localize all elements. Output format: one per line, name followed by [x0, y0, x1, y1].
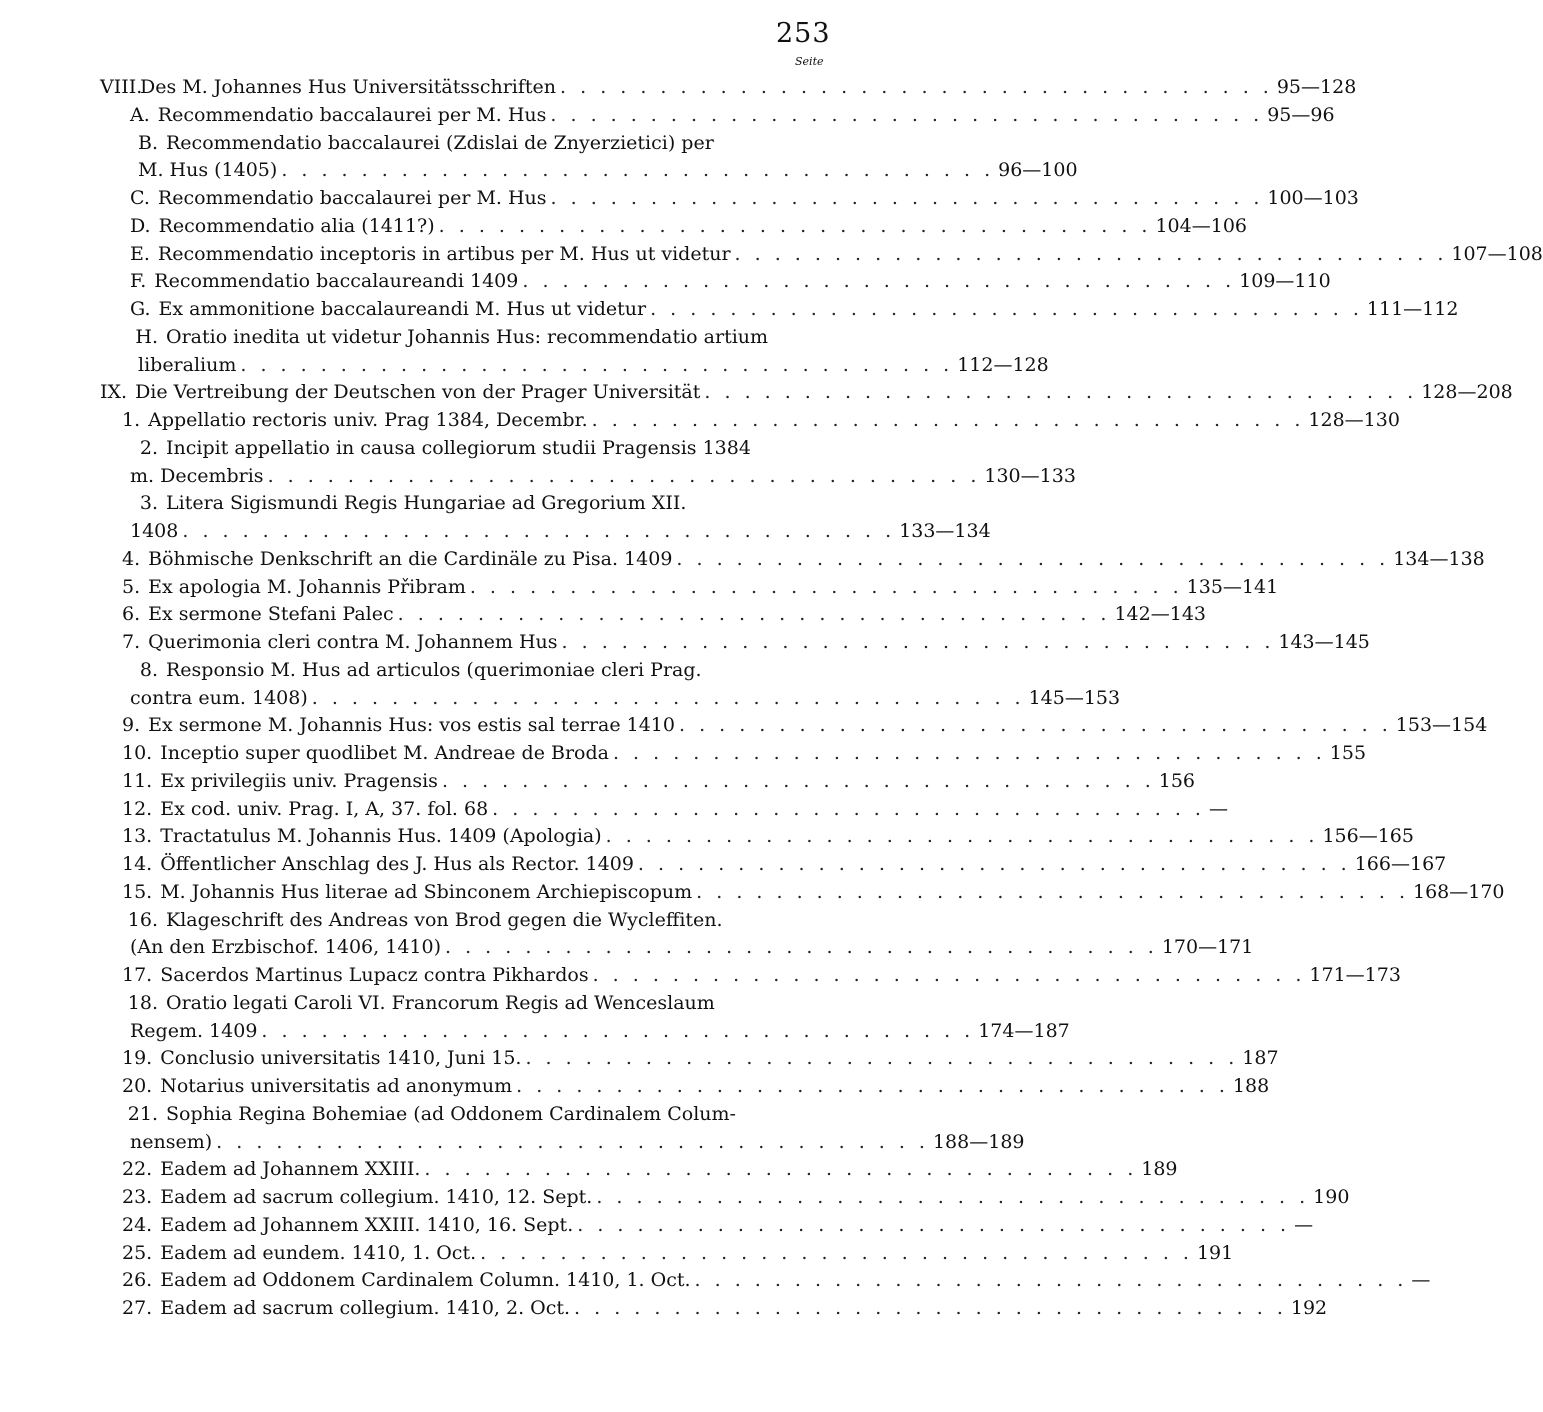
toc-entry-pages: 190: [1313, 1186, 1350, 1208]
toc-entry-pages: 155: [1329, 742, 1367, 764]
toc-entry: [122, 1101, 825, 1128]
toc-entry: [122, 851, 1447, 878]
toc-entry-title: Böhmische Denkschrift an die Cardinäle zu Pisa. 1409: [148, 547, 673, 570]
dot-leader: . . . . . . . . . . . . . . . . . . . . . . . . . . . . . . . . . . . .: [525, 1047, 1239, 1070]
toc-entry-pages: 107—108: [1451, 242, 1543, 265]
toc-entry-number: H.: [135, 325, 158, 348]
toc-entry-title: Eadem ad Oddonem Cardinalem Column. 1410, 1. Oct.: [160, 1269, 691, 1292]
toc-entry-pages: 156—165: [1322, 825, 1414, 848]
toc-entry: [100, 74, 1357, 101]
toc-entry: [122, 962, 1401, 989]
toc-entry-pages: 156: [1158, 769, 1196, 792]
toc-entry-title: Eadem ad Johannem XXIII. 1410, 16. Sept.: [160, 1213, 574, 1236]
dot-leader: . . . . . . . . . . . . . . . . . . . . . . . . . . . . . . . . . . . .: [522, 270, 1236, 293]
toc-entry-number: 1.: [122, 409, 141, 431]
toc-entry-title: Regem. 1409: [130, 1019, 258, 1042]
toc-entry: [122, 657, 825, 684]
dot-leader: . . . . . . . . . . . . . . . . . . . . . . . . . . . . . . . . . . . .: [574, 1297, 1287, 1319]
dot-leader: . . . . . . . . . . . . . . . . . . . . . . . . . . . . . . . . . . . .: [550, 187, 1264, 209]
toc-entry-number: VIII.: [100, 76, 143, 98]
toc-entry: [122, 574, 1279, 601]
dot-leader: . . . . . . . . . . . . . . . . . . . . . . . . . . . . . . . . . . . .: [182, 520, 896, 542]
dot-leader: . . . . . . . . . . . . . . . . . . . . . . . . . . . . . . . . . . . .: [311, 686, 1025, 709]
dot-leader: . . . . . . . . . . . . . . . . . . . . . . . . . . . . . . . . . . . .: [612, 742, 1326, 764]
toc-entry-number: 13.: [122, 825, 153, 848]
toc-entry-pages: 145—153: [1028, 686, 1121, 709]
toc-entry: [122, 879, 1505, 906]
toc-entry-number: 20.: [122, 1075, 153, 1097]
toc-entry-pages: 130—133: [984, 464, 1076, 487]
toc-entry: [130, 185, 1359, 212]
toc-entry: [130, 213, 1247, 240]
dot-leader: . . . . . . . . . . . . . . . . . . . . . . . . . . . . . . . . . . . .: [734, 242, 1448, 265]
toc-entry: [122, 907, 825, 934]
toc-entry: [122, 740, 1367, 767]
seite-label: Seite: [795, 55, 824, 68]
toc-entry-title: Klageschrift des Andreas von Brod gegen die Wycleffiten.: [166, 908, 723, 931]
toc-entry-title: Inceptio super quodlibet M. Andreae de Broda: [160, 742, 609, 764]
toc-entry-title: (An den Erzbischof. 1406, 1410): [130, 936, 441, 959]
toc-entry-number: 8.: [139, 658, 158, 681]
toc-entry-number: 9.: [122, 714, 141, 737]
dot-leader: . . . . . . . . . . . . . . . . . . . . . . . . . . . . . . . . . . . .: [480, 1241, 1193, 1264]
toc-entry-pages: 128—130: [1308, 409, 1400, 431]
toc-entry: [122, 685, 1121, 712]
toc-entry: [122, 990, 825, 1017]
toc-entry-pages: —: [1411, 1269, 1431, 1292]
toc-entry: [122, 1267, 1431, 1294]
dot-leader: . . . . . . . . . . . . . . . . . . . . . . . . . . . . . . . . . . . .: [592, 964, 1306, 986]
toc-entry: [122, 1129, 1025, 1156]
toc-entry-title: Recommendatio baccalaurei per M. Hus: [157, 103, 547, 126]
toc-entry-pages: 96—100: [998, 159, 1078, 182]
toc-entry-title: m. Decembris: [130, 464, 264, 487]
toc-entry-number: IX.: [100, 381, 128, 404]
toc-entry-pages: 95—128: [1276, 76, 1357, 98]
toc-entry-number: 11.: [122, 769, 153, 792]
toc-entry-title: Recommendatio alia (1411?): [158, 214, 435, 237]
toc-entry-number: D.: [130, 214, 151, 237]
toc-entry-pages: 171—173: [1309, 964, 1401, 986]
toc-entry-number: 7.: [122, 631, 141, 653]
toc-entry-title: Eadem ad sacrum collegium. 1410, 2. Oct.: [160, 1297, 571, 1319]
dot-leader: . . . . . . . . . . . . . . . . . . . . . . . . . . . . . . . . . . . .: [267, 464, 981, 487]
toc-entry-number: A.: [130, 103, 150, 126]
toc-entry-number: 26.: [122, 1269, 153, 1292]
toc-entry-title: Eadem ad eundem. 1410, 1. Oct.: [160, 1241, 477, 1264]
toc-entry-number: 27.: [122, 1297, 153, 1319]
toc-entry-pages: 191: [1196, 1241, 1234, 1264]
dot-leader: . . . . . . . . . . . . . . . . . . . . . . . . . . . . . . . . . . . .: [596, 1186, 1310, 1208]
toc-entry-title: Des M. Johannes Hus Universitätsschriften: [140, 76, 557, 98]
toc-entry-number: 21.: [127, 1102, 158, 1125]
toc-entry-number: 15.: [122, 880, 153, 903]
dot-leader: . . . . . . . . . . . . . . . . . . . . . . . . . . . . . . . . . . . .: [605, 825, 1319, 848]
dot-leader: . . . . . . . . . . . . . . . . . . . . . . . . . . . . . . . . . . . .: [424, 1158, 1138, 1181]
toc-entry-pages: 128—208: [1421, 381, 1513, 404]
toc-entry: [130, 268, 1331, 295]
toc-entry-pages: 170—171: [1161, 936, 1254, 959]
toc-entry-title: Ex sermone Stefani Palec: [148, 603, 394, 626]
toc-entry-number: 25.: [122, 1241, 153, 1264]
toc-entry-title: Recommendatio inceptoris in artibus per M. Hus ut videtur: [157, 242, 731, 265]
dot-leader: . . . . . . . . . . . . . . . . . . . . . . . . . . . . . . . . . . . .: [550, 103, 1264, 126]
toc-entry: [122, 712, 1488, 739]
toc-entry: [122, 796, 1228, 823]
dot-leader: . . . . . . . . . . . . . . . . . . . . . . . . . . . . . . . . . . . .: [678, 714, 1392, 737]
toc-entry-title: Litera Sigismundi Regis Hungariae ad Gregorium XII.: [166, 492, 687, 515]
dot-leader: . . . . . . . . . . . . . . . . . . . . . . . . . . . . . . . . . . . .: [591, 409, 1305, 431]
toc-entry-title: Incipit appellatio in causa collegiorum studii Pragensis 1384: [166, 436, 751, 459]
toc-entry: [122, 546, 1485, 573]
toc-entry-pages: 143—145: [1278, 631, 1370, 653]
toc-entry-title: Die Vertreibung der Deutschen von der Prager Universität: [135, 381, 701, 404]
toc-entry: [122, 1240, 1234, 1267]
toc-entry-number: 23.: [122, 1186, 153, 1208]
toc-entry-number: 6.: [122, 603, 141, 626]
toc-entry: [122, 1184, 1350, 1211]
toc-entry-number: 16.: [127, 908, 158, 931]
toc-entry-number: 14.: [122, 853, 153, 875]
toc-entry: [122, 1212, 1314, 1239]
toc-entry: [122, 1018, 1070, 1045]
toc-entry: [122, 768, 1196, 795]
toc-entry: [122, 823, 1414, 850]
toc-entry-title: Tractatulus M. Johannis Hus. 1409 (Apologia): [160, 825, 602, 848]
toc-entry-number: E.: [130, 242, 150, 265]
toc-entry-number: 24.: [122, 1213, 153, 1236]
toc-entry-number: F.: [130, 270, 147, 293]
toc-entry: [122, 407, 1400, 434]
toc-entry-title: Notarius universitatis ad anonymum: [160, 1075, 513, 1097]
toc-entry: [122, 629, 1370, 656]
toc-entry-title: contra eum. 1408): [130, 686, 308, 709]
toc-entry: [130, 296, 1459, 323]
toc-entry-pages: 112—128: [957, 353, 1049, 376]
toc-entry-pages: 166—167: [1354, 853, 1447, 875]
toc-entry: [130, 102, 1335, 129]
toc-entry-title: Sacerdos Martinus Lupacz contra Pikhardos: [160, 964, 589, 986]
toc-entry-title: Recommendatio baccalaureandi 1409: [154, 270, 519, 293]
toc-entry-pages: —: [1208, 797, 1228, 820]
dot-leader: . . . . . . . . . . . . . . . . . . . . . . . . . . . . . . . . . . . .: [216, 1130, 929, 1153]
toc-entry-title: Appellatio rectoris univ. Prag 1384, Decembr.: [148, 409, 588, 431]
toc-entry-number: C.: [130, 187, 150, 209]
toc-entry-number: 22.: [122, 1158, 153, 1181]
toc-entry-number: 17.: [122, 964, 153, 986]
toc-entry-number: 18.: [127, 991, 158, 1014]
dot-leader: . . . . . . . . . . . . . . . . . . . . . . . . . . . . . . . . . . . .: [469, 575, 1183, 598]
toc-entry-title: Ex sermone M. Johannis Hus: vos estis sal terrae 1410: [148, 714, 675, 737]
dot-leader: . . . . . . . . . . . . . . . . . . . . . . . . . . . . . . . . . . . .: [694, 1269, 1408, 1292]
toc-entry-number: 2.: [139, 436, 158, 459]
dot-leader: . . . . . . . . . . . . . . . . . . . . . . . . . . . . . . . . . . . .: [637, 853, 1351, 875]
toc-entry-title: M. Johannis Hus literae ad Sbinconem Archiepiscopum: [160, 880, 693, 903]
toc-entry-title: liberalium: [138, 353, 237, 376]
toc-entry-title: M. Hus (1405): [138, 159, 278, 182]
toc-entry: [122, 1045, 1279, 1072]
toc-entry-pages: 188: [1232, 1075, 1270, 1097]
dot-leader: . . . . . . . . . . . . . . . . . . . . . . . . . . . . . . . . . . . .: [650, 298, 1363, 320]
toc-entry: [122, 490, 825, 517]
dot-leader: . . . . . . . . . . . . . . . . . . . . . . . . . . . . . . . . . . . .: [560, 76, 1273, 98]
toc-entry-title: Eadem ad sacrum collegium. 1410, 12. Sept.: [160, 1186, 593, 1208]
toc-entry: [122, 601, 1206, 628]
toc-entry: [130, 157, 1078, 184]
toc-entry: [122, 435, 825, 462]
toc-entry-title: Conclusio universitatis 1410, Juni 15.: [160, 1047, 522, 1070]
toc-entry-title: 1408: [130, 520, 179, 542]
toc-entry-pages: 188—189: [932, 1130, 1025, 1153]
dot-leader: . . . . . . . . . . . . . . . . . . . . . . . . . . . . . . . . . . . .: [561, 631, 1275, 653]
toc-entry-number: 5.: [122, 575, 141, 598]
toc-entry-pages: 104—106: [1155, 214, 1247, 237]
toc-entry-title: nensem): [130, 1130, 213, 1153]
toc-entry-pages: 174—187: [978, 1019, 1070, 1042]
toc-entry-title: Ex privilegiis univ. Pragensis: [160, 769, 438, 792]
toc-entry-title: Eadem ad Johannem XXIII.: [160, 1158, 421, 1181]
toc-entry-pages: 142—143: [1114, 603, 1206, 626]
dot-leader: . . . . . . . . . . . . . . . . . . . . . . . . . . . . . . . . . . . .: [281, 159, 995, 182]
page-number: 253: [776, 18, 831, 49]
dot-leader: . . . . . . . . . . . . . . . . . . . . . . . . . . . . . . . . . . . .: [240, 353, 954, 376]
toc-entry: [100, 379, 1513, 406]
toc-entry-number: 12.: [122, 797, 153, 820]
toc-entry-title: Querimonia cleri contra M. Johannem Hus: [148, 631, 558, 653]
toc-entry-title: Responsio M. Hus ad articulos (querimoniae cleri Prag.: [166, 658, 702, 681]
toc-entry-pages: 153—154: [1395, 714, 1488, 737]
dot-leader: . . . . . . . . . . . . . . . . . . . . . . . . . . . . . . . . . . . .: [577, 1213, 1291, 1236]
toc-entry: [122, 1156, 1178, 1183]
toc-entry-pages: 134—138: [1393, 547, 1485, 570]
dot-leader: . . . . . . . . . . . . . . . . . . . . . . . . . . . . . . . . . . . .: [438, 214, 1152, 237]
toc-entry-pages: 133—134: [899, 520, 991, 542]
dot-leader: . . . . . . . . . . . . . . . . . . . . . . . . . . . . . . . . . . . .: [397, 603, 1111, 626]
toc-entry-title: Recommendatio baccalaurei (Zdislai de Znyerzietici) per: [166, 131, 714, 154]
toc-entry: [122, 518, 991, 545]
dot-leader: . . . . . . . . . . . . . . . . . . . . . . . . . . . . . . . . . . . .: [441, 769, 1155, 792]
toc-entry-title: Ex cod. univ. Prag. I, A, 37. fol. 68: [160, 797, 489, 820]
toc-entry: [130, 130, 825, 157]
toc-entry-pages: 95—96: [1267, 103, 1335, 126]
toc-entry: [122, 463, 1076, 490]
toc-entry-title: Oratio legati Caroli VI. Francorum Regis ad Wenceslaum: [166, 991, 715, 1014]
toc-entry-title: Recommendatio baccalaurei per M. Hus: [157, 187, 547, 209]
toc-entry-pages: 192: [1290, 1297, 1328, 1319]
toc-entry: [130, 324, 825, 351]
toc-entry: [122, 1295, 1328, 1322]
dot-leader: . . . . . . . . . . . . . . . . . . . . . . . . . . . . . . . . . . . .: [445, 936, 1158, 959]
toc-entry-pages: 111—112: [1366, 298, 1459, 320]
toc-entry: [122, 1073, 1270, 1100]
dot-leader: . . . . . . . . . . . . . . . . . . . . . . . . . . . . . . . . . . . .: [676, 547, 1390, 570]
dot-leader: . . . . . . . . . . . . . . . . . . . . . . . . . . . . . . . . . . . .: [492, 797, 1205, 820]
dot-leader: . . . . . . . . . . . . . . . . . . . . . . . . . . . . . . . . . . . .: [261, 1019, 975, 1042]
toc-entry-pages: 189: [1141, 1158, 1178, 1181]
toc-entry-number: 10.: [122, 742, 153, 764]
toc-entry-pages: 135—141: [1186, 575, 1279, 598]
toc-entry-title: Öffentlicher Anschlag des J. Hus als Rector. 1409: [160, 853, 634, 875]
toc-entry-title: Sophia Regina Bohemiae (ad Oddonem Cardinalem Colum-: [166, 1102, 736, 1125]
toc-entry-pages: 187: [1242, 1047, 1279, 1070]
toc-entry: [130, 241, 1543, 268]
toc-entry-pages: 109—110: [1239, 270, 1331, 293]
toc-entry-title: Oratio inedita ut videtur Johannis Hus: recommendatio artium: [166, 325, 769, 348]
toc-entry-pages: 168—170: [1412, 880, 1505, 903]
dot-leader: . . . . . . . . . . . . . . . . . . . . . . . . . . . . . . . . . . . .: [696, 880, 1409, 903]
toc-entry: [122, 934, 1254, 961]
dot-leader: . . . . . . . . . . . . . . . . . . . . . . . . . . . . . . . . . . . .: [516, 1075, 1229, 1097]
toc-entry-pages: 100—103: [1267, 187, 1359, 209]
toc-entry: [130, 352, 1049, 379]
toc-entry-title: Ex ammonitione baccalaureandi M. Hus ut videtur: [158, 298, 647, 320]
toc-entry-number: B.: [137, 131, 158, 154]
dot-leader: . . . . . . . . . . . . . . . . . . . . . . . . . . . . . . . . . . . .: [704, 381, 1418, 404]
toc-entry-number: G.: [130, 298, 151, 320]
toc-entry-number: 4.: [122, 547, 141, 570]
toc-entry-title: Ex apologia M. Johannis Přibram: [148, 575, 466, 598]
toc-entry-number: 19.: [122, 1047, 153, 1070]
toc-entry-number: 3.: [139, 492, 158, 515]
toc-entry-pages: —: [1294, 1213, 1314, 1236]
